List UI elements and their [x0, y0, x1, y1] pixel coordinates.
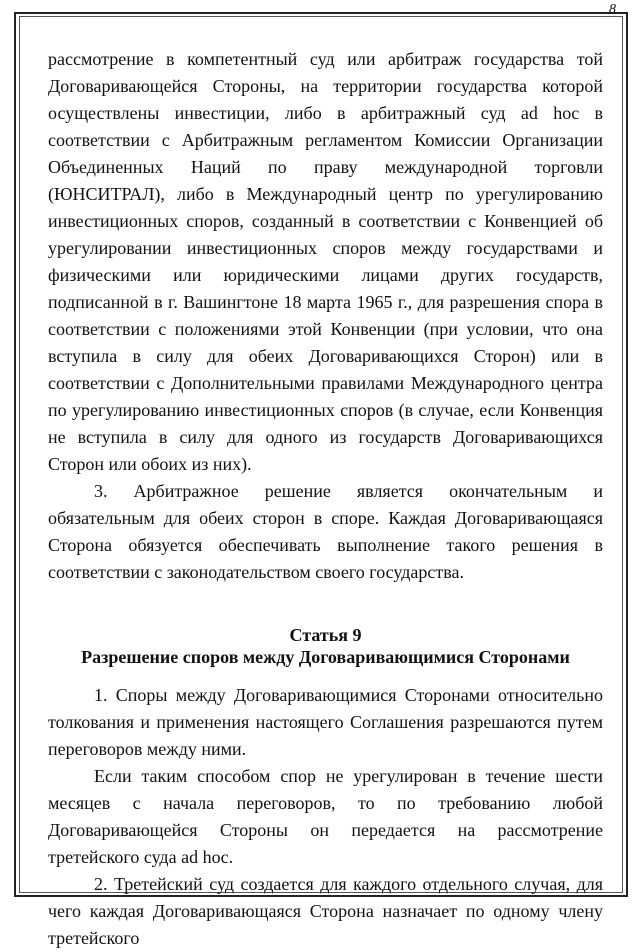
paragraph-3: 3. Арбитражное решение является окончательным и обязательным для обеих сторон в споре. Каждая Договаривающаяся Сторона обязуется обеспечивать выполнение такого решения в соответствии с законодательством своего государства. [48, 481, 603, 582]
article-9-paragraph-1: 1. Споры между Договаривающимися Сторонами относительно толкования и применения настоящего Соглашения разрешаются путем переговоров между ними. [48, 685, 603, 759]
article-9-paragraph-1b: Если таким способом спор не урегулирован в течение шести месяцев с начала переговоров, то по требованию любой Договаривающейся Стороны он передается на рассмотрение третейского суда ad hoc. [48, 766, 603, 867]
document-body [48, 46, 603, 952]
article-9-paragraph-2: 2. Третейский суд создается для каждого отдельного случая, для чего каждая Договаривающаяся Сторона назначает по одному члену третейского [48, 874, 603, 948]
section-spacer [48, 586, 603, 624]
paragraph-continuation: рассмотрение в компетентный суд или арбитраж государства той Договаривающейся Стороны, на территории государства которой осуществлены инвестиции, либо в арбитражный суд ad hoc в соответствии с Арбитражным регламентом Комиссии Организации Объединенных Наций по праву международной торговли (ЮНСИТРАЛ), либо в Международный центр по урегулированию инвестиционных споров, созданный в соответствии с Конвенцией об урегулировании инвестиционных споров между государствами и физическими или юридическими лицами других государств, подписанной в г. Вашингтоне 18 марта 1965 г., для разрешения спора в соответствии с положениями этой Конвенции (при условии, что она вступила в силу для обеих Договаривающихся Сторон) или в соответствии с Дополнительными правилами Международного центра по урегулированию инвестиционных споров (в случае, если Конвенция не вступила в силу для одного из государств Договаривающихся Сторон или обоих из них). [48, 49, 603, 474]
page-number: 8 [609, 2, 616, 17]
article-title: Статья 9 [289, 625, 362, 645]
article-subtitle: Разрешение споров между Договаривающимися Сторонами [81, 647, 570, 667]
